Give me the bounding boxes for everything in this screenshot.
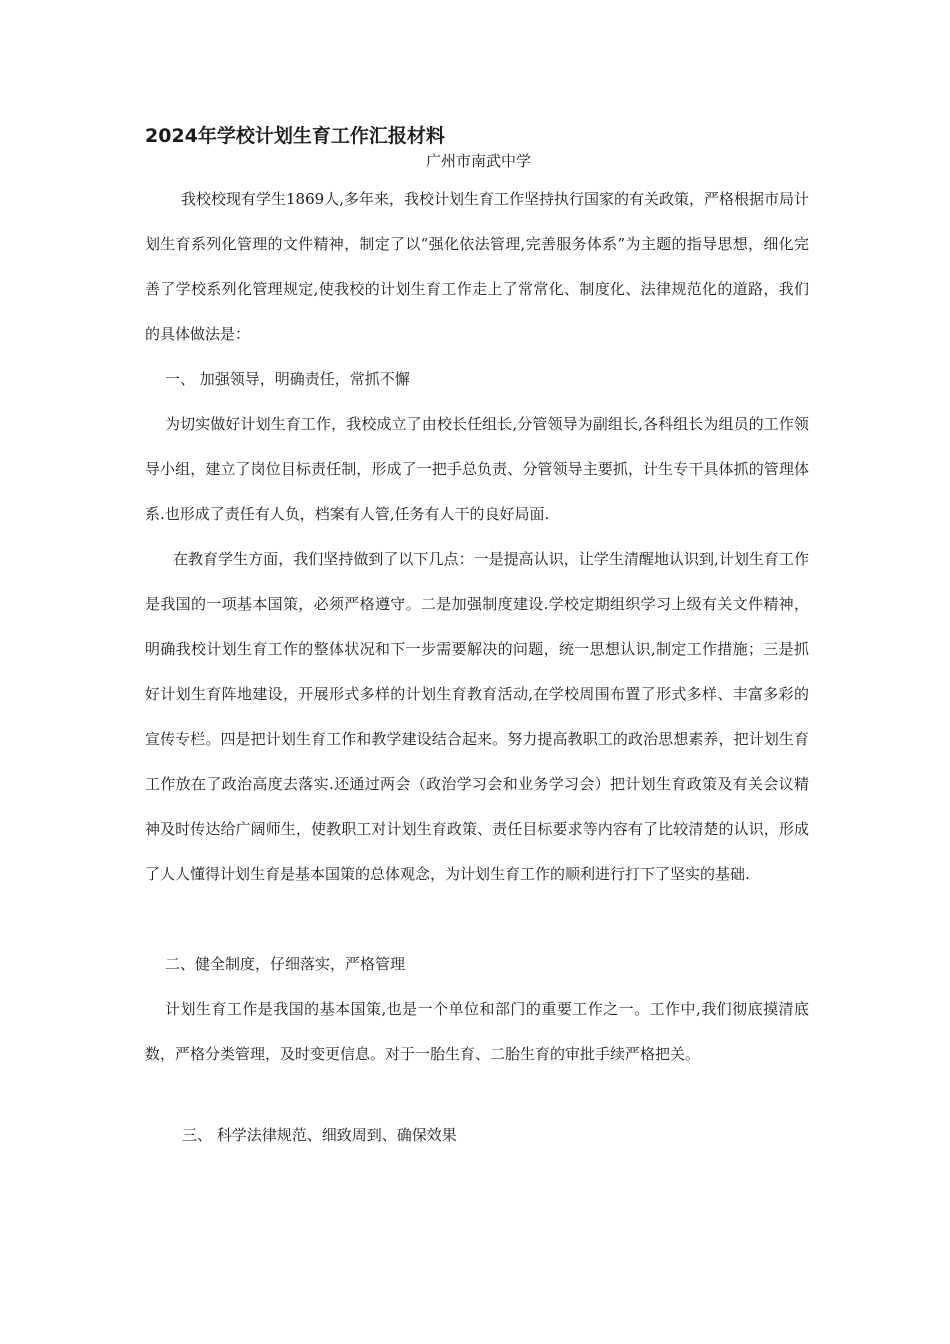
intro-paragraph: 我校校现有学生1869人,多年来，我校计划生育工作坚持执行国家的有关政策，严格根据市局计划生育系列化管理的文件精神，制定了以“强化依法管理,完善服务体系”为主题的指导思想，细化完善了学校系列化管理规定,使我校的计划生育工作走上了常常化、制度化、法律规范化的道路，我们的具体做法是： [145,190,809,343]
section-heading-3: 三、 科学法律规范、细致周到、确保效果 [182,1126,457,1144]
document-title: 2024年学校计划生育工作汇报材料 [145,125,445,147]
section-1-paragraph-1: 为切实做好计划生育工作，我校成立了由校长任组长,分管领导为副组长,各科组长为组员的工作领导小组，建立了岗位目标责任制，形成了一把手总负责、分管领导主要抓，计生专干具体抓的管理体系.也形成了责任有人负，档案有人管,任务有人干的良好局面. [145,415,809,523]
section-heading-1: 一、 加强领导，明确责任，常抓不懈 [165,370,410,388]
section-1-paragraph-2: 在教育学生方面，我们坚持做到了以下几点：一是提高认识，让学生清醒地认识到,计划生育工作是我国的一项基本国策，必须严格遵守。二是加强制度建设.学校定期组织学习上级有关文件精神，明确我校计划生育工作的整体状况和下一步需要解决的问题，统一思想认识,制定工作措施；三是抓好计划生育阵地建设，开展形式多样的计划生育教育活动,在学校周围布置了形式多样、丰富多彩的宣传专栏。四是把计划生育工作和教学建设结合起来。努力提高教职工的政治思想素养，把计划生育工作放在了政治高度去落实.还通过两会（政治学习会和业务学习会）把计划生育政策及有关会议精神及时传达给广阔师生，使教职工对计划生育政策、责任目标要求等内容有了比较清楚的认识，形成了人人懂得计划生育是基本国策的总体观念，为计划生育工作的顺利进行打下了坚实的基础. [145,550,809,883]
section-heading-2: 二、健全制度，仔细落实，严格管理 [165,955,406,973]
section-2-paragraph-1: 计划生育工作是我国的基本国策,也是一个单位和部门的重要工作之一。工作中,我们彻底摸清底数，严格分类管理，及时变更信息。对于一胎生育、二胎生育的审批手续严格把关。 [145,1000,809,1063]
document-subtitle: 广州市南武中学 [426,152,532,170]
